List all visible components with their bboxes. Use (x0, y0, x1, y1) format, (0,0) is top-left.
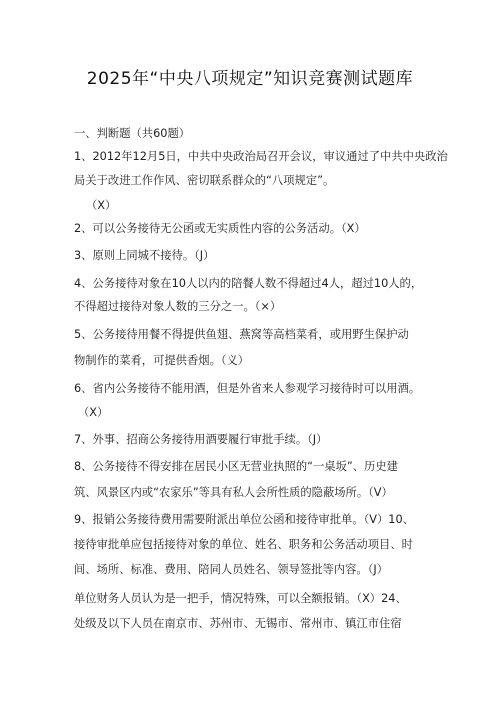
text-line: 筑、风景区内或“农家乐”等具有私人会所性质的隐蔽场所。（V） (74, 486, 393, 499)
text-line: 2、可以公务接待无公函或无实质性内容的公务活动。（X） (74, 222, 366, 235)
text-line: 1、2012年12月5日，中共中央政治局召开会议，审议通过了中共中央政治 (74, 150, 448, 163)
answer-line: （X） (78, 406, 109, 419)
section-heading: 一、判断题（共60题） (74, 127, 191, 140)
text-line: 5、公务接待用餐不得提供鱼翅、燕窝等高档菜肴，或用野生保护动 (74, 328, 409, 341)
answer-line: （X） (86, 199, 117, 212)
text-line: 处级及以下人员在南京市、苏州市、无锡市、常州市、镇江市住宿 (74, 617, 402, 630)
text-line: 3、原则上同城不接待。（J） (74, 249, 215, 262)
text-line: 4、公务接待对象在10人以内的陪餐人数不得超过4人，超过10人的， (74, 277, 423, 290)
text-line: 接待审批单应包括接待对象的单位、姓名、职务和公务活动项目、时 (74, 538, 413, 551)
text-line: 6、省内公务接待不能用酒，但是外省来人参观学习接待时可以用酒。 (74, 382, 421, 395)
document-title: 2025年“中央八项规定”知识竞赛测试题库 (86, 69, 414, 89)
text-line: 局关于改进工作作风、密切联系群众的“八项规定”。 (74, 174, 335, 187)
text-line: 不得超过接待对象人数的三分之一。（×） (74, 300, 282, 313)
text-line: 间、场所、标准、费用、陪同人员姓名、领导签批等内容。（J） (74, 563, 388, 576)
text-line: 7、外事、招商公务接待用酒要履行审批手续。（J） (74, 433, 328, 446)
text-line: 9、报销公务接待费用需要附派出单位公函和接待审批单。（V）10、 (74, 513, 414, 526)
text-line: 单位财务人员认为是一把手，情况特殊，可以全额报销。（X）24、 (74, 592, 407, 605)
text-line: 8、公务接待不得安排在居民小区无营业执照的“一桌坂”、历史建 (74, 460, 398, 473)
text-line: 物制作的菜肴，可提供香烟。（义） (74, 354, 250, 367)
